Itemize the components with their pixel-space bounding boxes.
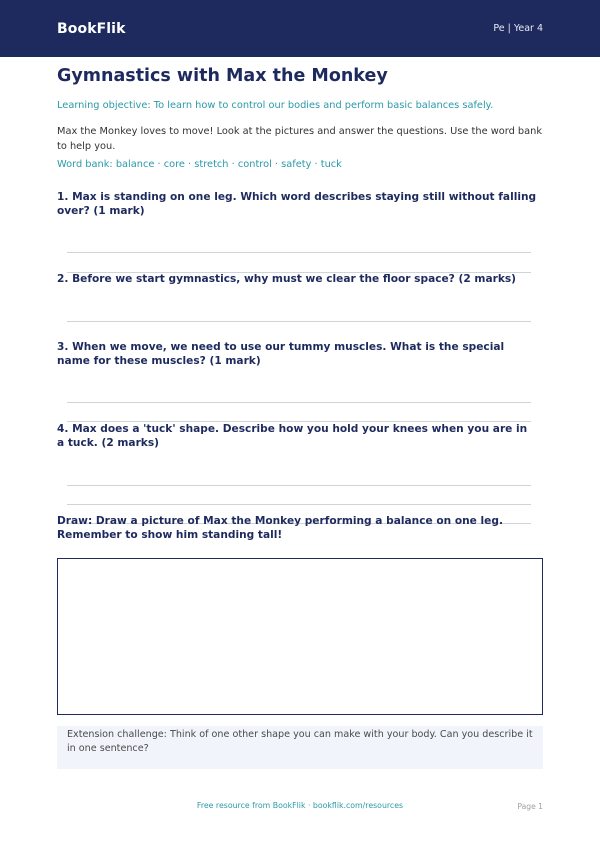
draw-task-prompt: Draw: Draw a picture of Max the Monkey performing a balance on one leg. Remember to show him standing tall! — [57, 515, 503, 541]
worksheet-title: Gymnastics with Max the Monkey — [57, 66, 388, 86]
learning-objective: Learning objective: To learn how to control our bodies and perform basic balances safely. — [57, 100, 494, 111]
question-4: 4. Max does a 'tuck' shape. Describe how you hold your knees when you are in a tuck. (2 marks) — [57, 423, 528, 449]
word-bank: Word bank: balance · core · stretch · control · safety · tuck — [57, 159, 342, 170]
drawing-box[interactable] — [57, 558, 543, 715]
answer-line-q2[interactable] — [67, 321, 531, 322]
question-2: 2. Before we start gymnastics, why must we clear the floor space? (2 marks) — [57, 273, 517, 285]
answer-line-q1a[interactable] — [67, 252, 531, 253]
extension-text: Extension challenge: Think of one other shape you can make with your body. Can you describe it in one sentence? — [67, 729, 533, 754]
extension-challenge — [57, 726, 543, 769]
page-header — [0, 0, 600, 57]
answer-line-q4b[interactable] — [67, 504, 531, 505]
brand-logo-text[interactable]: BookFlik — [57, 20, 126, 37]
footer-link[interactable]: Free resource from BookFlik · bookflik.com/resources — [196, 801, 404, 810]
question-3: 3. When we move, we need to use our tummy muscles. What is the special name for these muscles? (1 mark) — [57, 341, 505, 367]
question-1: 1. Max is standing on one leg. Which word describes staying still without falling over? (1 mark) — [57, 191, 537, 217]
answer-line-q4a[interactable] — [67, 485, 531, 486]
subject-year-label: Pe | Year 4 — [493, 23, 543, 34]
intro-text: Max the Monkey loves to move! Look at the pictures and answer the questions. Use the word bank to help you. — [57, 126, 543, 152]
page-number: Page 1 — [517, 802, 543, 811]
answer-line-q3a[interactable] — [67, 402, 531, 403]
